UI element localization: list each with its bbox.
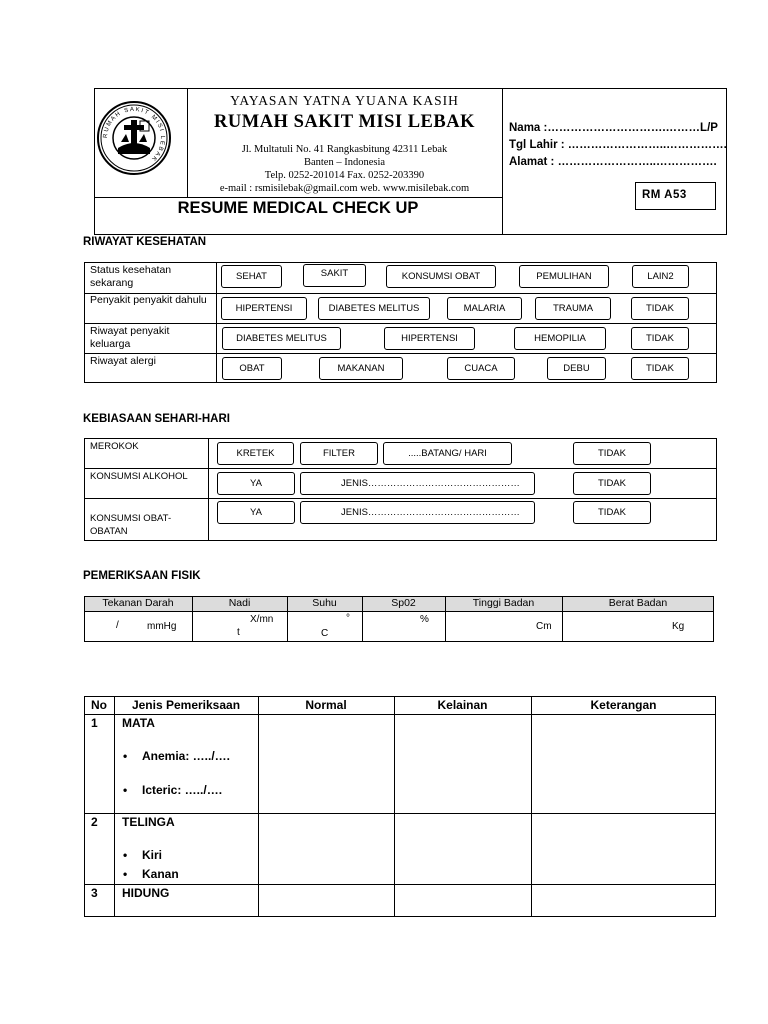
- option-diabetes-melitus-keluarga[interactable]: DIABETES MELITUS: [222, 327, 341, 350]
- hospital-phone: Telp. 0252-201014 Fax. 0252-203390: [264, 170, 425, 181]
- exam-header-keterangan: Keterangan: [590, 698, 657, 712]
- option-batang-hari[interactable]: .....BATANG/ HARI: [383, 442, 512, 465]
- option-trauma[interactable]: TRAUMA: [535, 297, 611, 320]
- option-cuaca[interactable]: CUACA: [447, 357, 515, 380]
- riwayat-label-alergi: Riwayat alergi: [90, 355, 156, 367]
- option-ya-alkohol[interactable]: YA: [217, 472, 295, 495]
- exam-row-title-mata: MATA: [122, 716, 155, 730]
- patient-address-field[interactable]: Alamat : ……………………..…………….: [509, 156, 717, 168]
- riwayat-label-status: Status kesehatan sekarang: [90, 264, 172, 289]
- exam-item-anemia: • Anemia: …../….: [142, 749, 230, 763]
- option-tidak-keluarga[interactable]: TIDAK: [631, 327, 689, 350]
- fisik-header-tekanan-darah: Tekanan Darah: [102, 597, 174, 609]
- option-ya-obat[interactable]: YA: [217, 501, 295, 524]
- hospital-address: Jl. Multatuli No. 41 Rangkasbitung 42311 Lebak: [241, 144, 448, 155]
- exam-row-no-2: 2: [91, 815, 98, 829]
- foundation-name: YAYASAN YATNA YUANA KASIH: [230, 93, 459, 108]
- option-konsumsi-obat[interactable]: KONSUMSI OBAT: [386, 265, 496, 288]
- option-lain2[interactable]: LAIN2: [632, 265, 689, 288]
- option-malaria[interactable]: MALARIA: [447, 297, 522, 320]
- riwayat-label-penyakit-keluarga: Riwayat penyakit keluarga: [90, 325, 170, 350]
- option-tidak-merokok[interactable]: TIDAK: [573, 442, 651, 465]
- option-kretek[interactable]: KRETEK: [217, 442, 294, 465]
- spo2-unit: %: [420, 614, 429, 625]
- fisik-section-title: PEMERIKSAAN FISIK: [83, 570, 201, 582]
- rm-code-box: RM A53: [635, 182, 716, 210]
- suhu-unit: C: [321, 628, 329, 639]
- field-jenis-alkohol[interactable]: JENIS…………………………………………: [300, 472, 535, 495]
- exam-header-no: No: [91, 698, 107, 712]
- nadi-unit-wrap: t: [237, 627, 240, 638]
- option-sakit[interactable]: SAKIT: [303, 264, 366, 287]
- option-filter[interactable]: FILTER: [300, 442, 378, 465]
- exam-row-title-hidung: HIDUNG: [122, 886, 170, 900]
- exam-header-normal: Normal: [305, 698, 347, 712]
- kebiasaan-label-alkohol: KONSUMSI ALKOHOL: [90, 471, 188, 482]
- nadi-unit: X/mn: [250, 614, 274, 625]
- header-divider-patient: [502, 88, 503, 235]
- option-makanan[interactable]: MAKANAN: [319, 357, 403, 380]
- hospital-logo: [96, 100, 172, 176]
- fisik-header-suhu: Suhu: [312, 597, 337, 609]
- kebiasaan-section-title: KEBIASAAN SEHARI-HARI: [83, 413, 230, 425]
- kebiasaan-label-merokok: MEROKOK: [90, 441, 139, 452]
- logo-ring-text: RUMAH SAKIT MISI LEBAK: [102, 106, 166, 163]
- option-tidak-alergi[interactable]: TIDAK: [631, 357, 689, 380]
- form-title: RESUME MEDICAL CHECK UP: [177, 199, 419, 217]
- td-unit: mmHg: [147, 621, 177, 632]
- exam-header-kelainan: Kelainan: [437, 698, 488, 712]
- option-debu[interactable]: DEBU: [547, 357, 606, 380]
- hospital-name: RUMAH SAKIT MISI LEBAK: [214, 112, 475, 132]
- header-divider-title: [94, 197, 502, 198]
- exam-item-kiri: • Kiri: [142, 848, 162, 862]
- td-slash: /: [116, 620, 119, 631]
- exam-header-jenis: Jenis Pemeriksaan: [131, 698, 241, 712]
- exam-row-no-1: 1: [91, 716, 98, 730]
- option-tidak-penyakit[interactable]: TIDAK: [631, 297, 689, 320]
- patient-dob-field[interactable]: Tgl Lahir : ……………………..…………….: [509, 139, 727, 151]
- field-jenis-obat[interactable]: JENIS…………………………………………: [300, 501, 535, 524]
- option-hipertensi[interactable]: HIPERTENSI: [221, 297, 307, 320]
- exam-row-no-3: 3: [91, 886, 98, 900]
- berat-unit: Kg: [672, 621, 685, 632]
- riwayat-section-title: RIWAYAT KESEHATAN: [83, 236, 207, 248]
- exam-row-title-telinga: TELINGA: [122, 815, 175, 829]
- tinggi-unit: Cm: [536, 621, 552, 632]
- suhu-degree: °: [346, 613, 350, 624]
- option-sehat[interactable]: SEHAT: [221, 265, 282, 288]
- fisik-header-berat-badan: Berat Badan: [608, 597, 668, 609]
- riwayat-label-penyakit-dahulu: Penyakit penyakit dahulu: [90, 294, 207, 306]
- fisik-header-spo2: Sp02: [391, 597, 416, 609]
- kebiasaan-label-obat: KONSUMSI OBAT-OBATAN: [90, 513, 172, 537]
- option-tidak-alkohol[interactable]: TIDAK: [573, 472, 651, 495]
- exam-item-icteric: • Icteric: …../….: [142, 783, 222, 797]
- hospital-email-web: e-mail : rsmisilebak@gmail.com web. www.misilebak.com: [219, 183, 470, 194]
- patient-name-field[interactable]: Nama :………………………….………L/P: [509, 122, 718, 134]
- kebiasaan-col-divider: [208, 438, 209, 541]
- exam-item-kanan: • Kanan: [142, 867, 179, 881]
- option-hemopilia[interactable]: HEMOPILIA: [514, 327, 606, 350]
- option-obat[interactable]: OBAT: [222, 357, 282, 380]
- option-tidak-obat[interactable]: TIDAK: [573, 501, 651, 524]
- hospital-region: Banten – Indonesia: [303, 157, 386, 168]
- fisik-header-tinggi-badan: Tinggi Badan: [472, 597, 535, 609]
- option-pemulihan[interactable]: PEMULIHAN: [519, 265, 609, 288]
- option-diabetes-melitus[interactable]: DIABETES MELITUS: [318, 297, 430, 320]
- option-hipertensi-keluarga[interactable]: HIPERTENSI: [384, 327, 475, 350]
- fisik-header-nadi: Nadi: [228, 597, 251, 609]
